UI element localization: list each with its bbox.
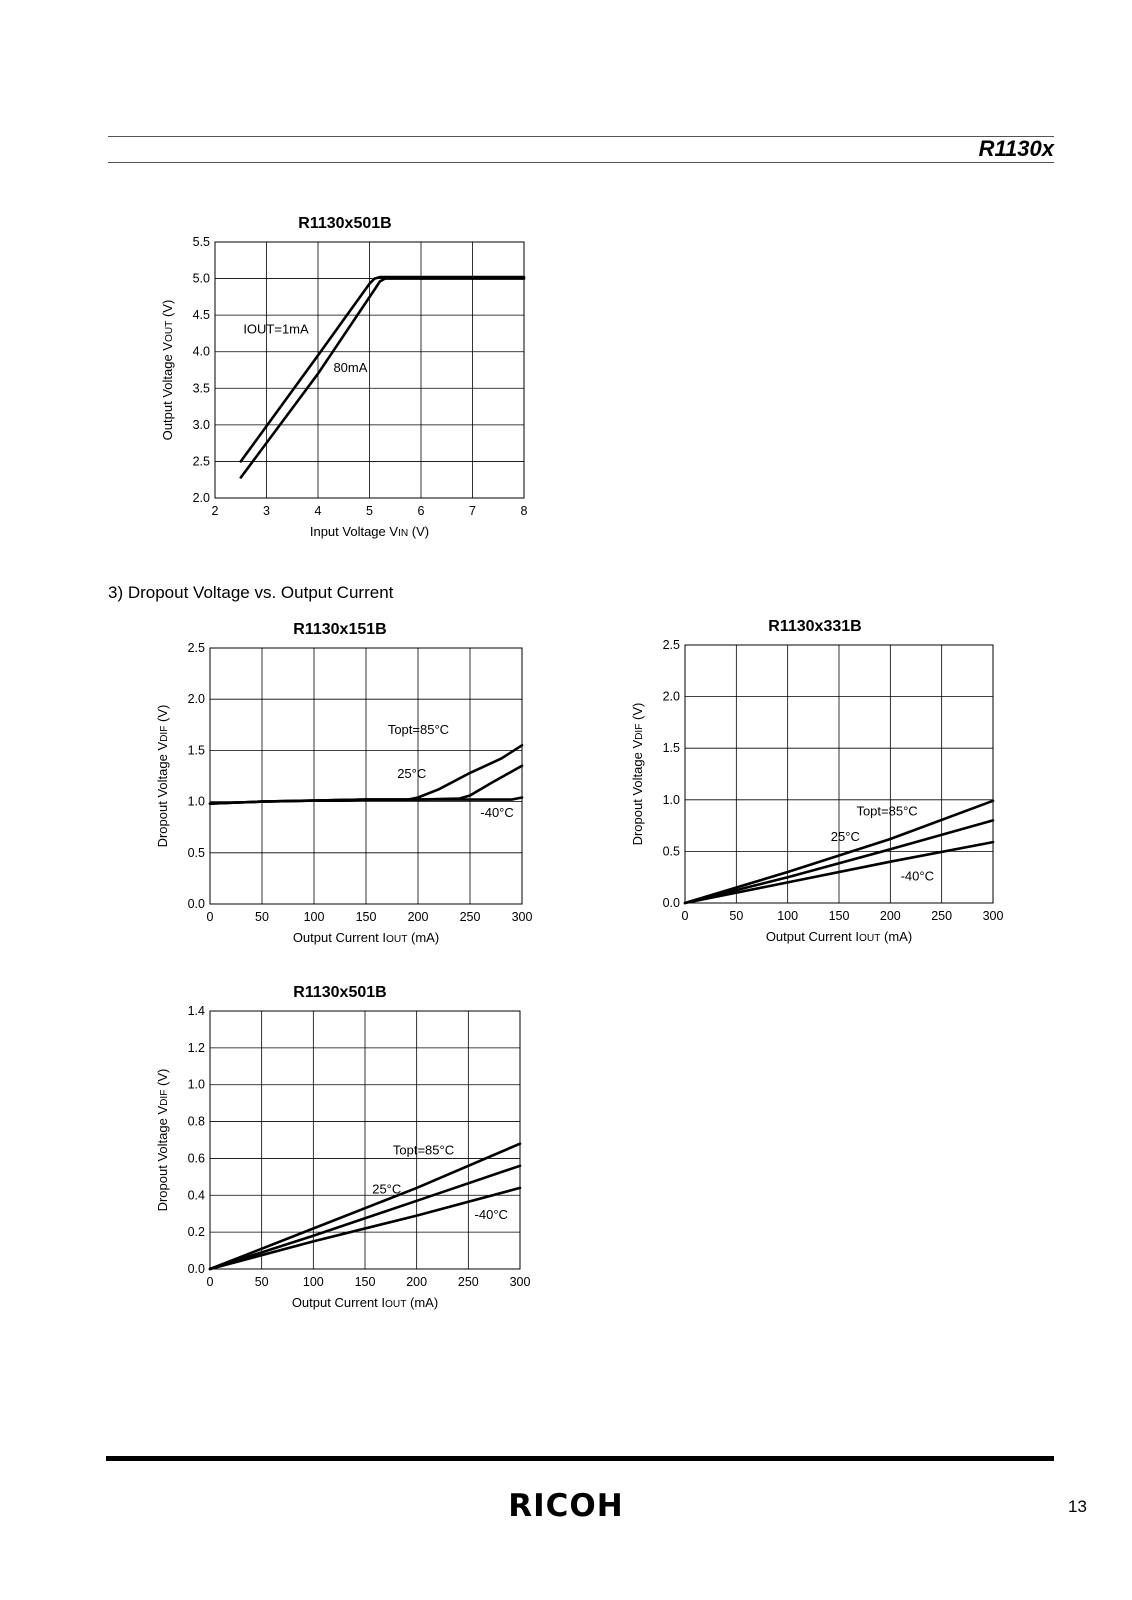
x-tick-label: 100 [303,910,325,924]
series-annotation: -40°C [474,1207,508,1223]
x-tick-label: 150 [828,909,850,923]
series-annotation: IOUT=1mA [243,321,309,337]
y-tick-label: 3.0 [192,417,210,432]
header-title: R1130x [978,136,1054,161]
x-tick-label: 100 [302,1275,324,1289]
series-annotation: 25°C [830,829,860,845]
x-axis-label: Output Current IOUT (mA) [765,929,913,944]
series-annotation: Topt=85°C [387,722,450,738]
x-tick-label: 300 [509,1275,531,1289]
y-tick-label: 1.5 [662,741,680,756]
chart-title: R1130x331B [768,618,862,635]
y-tick-label: 4.0 [192,344,210,359]
y-tick-label: 0.0 [187,1262,205,1276]
y-tick-label: 4.5 [192,308,210,323]
y-tick-label: 2.0 [192,491,210,505]
x-tick-label: 5 [366,504,373,518]
page-number: 13 [1068,1497,1087,1516]
y-tick-label: 2.5 [662,638,680,652]
y-tick-label: 1.0 [187,794,205,809]
chart-title: R1130x151B [293,621,387,638]
series-annotation: -40°C [900,868,934,884]
x-tick-label: 50 [254,1275,269,1289]
x-tick-label: 7 [469,504,476,518]
y-tick-label: 0.6 [187,1151,205,1166]
x-tick-label: 0 [206,910,214,924]
x-tick-label: 250 [457,1275,479,1289]
x-tick-label: 6 [417,504,425,518]
y-tick-label: 5.5 [192,235,210,249]
y-tick-label: 0.4 [187,1188,205,1203]
y-tick-label: 0.0 [662,896,680,910]
y-tick-label: 1.2 [187,1040,205,1055]
x-tick-label: 50 [255,910,269,924]
x-axis-label: Output Current IOUT (mA) [292,930,440,945]
x-tick-label: 200 [407,910,429,924]
y-tick-label: 1.4 [187,1004,205,1018]
y-tick-label: 2.0 [662,689,680,704]
x-tick-label: 150 [354,1275,376,1289]
y-tick-label: 0.2 [187,1225,205,1240]
x-tick-label: 100 [777,909,799,923]
x-tick-label: 0 [206,1275,214,1289]
y-axis-label: Dropout Voltage VDIF (V) [155,704,170,848]
series-annotation: Topt=85°C [856,803,918,819]
x-tick-label: 250 [459,910,481,924]
x-tick-label: 2 [211,504,219,518]
section-heading: 3) Dropout Voltage vs. Output Current [108,583,394,602]
series-annotation: Topt=85°C [392,1142,455,1158]
y-axis-label: Dropout Voltage VDIF (V) [155,1068,170,1212]
x-axis-label: Output Current IOUT (mA) [291,1295,439,1310]
footer-rule [106,1456,1054,1461]
series-annotation: -40°C [480,804,514,820]
y-tick-label: 2.0 [187,692,205,707]
grid [210,1011,520,1269]
y-axis-label: Dropout Voltage VDIF (V) [630,702,645,846]
chart-title: R1130x501B [293,984,387,1001]
series-annotation: 80mA [333,360,368,376]
y-tick-label: 0.0 [187,897,205,911]
y-tick-label: 1.0 [662,792,680,807]
series-annotation: 25°C [397,766,427,782]
y-tick-label: 3.5 [192,381,210,396]
x-tick-label: 150 [355,910,377,924]
chart-title: R1130x501B [298,215,392,232]
y-tick-label: 2.5 [187,641,205,655]
x-tick-label: 250 [931,909,953,923]
x-tick-label: 200 [406,1275,428,1289]
series-annotation: 25°C [372,1181,402,1197]
x-tick-label: 0 [681,909,689,923]
y-tick-label: 1.0 [187,1077,205,1092]
x-axis-label: Input Voltage VIN (V) [309,524,430,539]
x-tick-label: 200 [879,909,901,923]
y-tick-label: 1.5 [187,743,205,758]
x-tick-label: 4 [314,504,322,518]
y-tick-label: 0.8 [187,1114,205,1129]
ricoh-logo: RICOH [508,1488,624,1524]
x-tick-label: 8 [520,504,528,518]
x-tick-label: 300 [982,909,1004,923]
y-axis-label: Output Voltage VOUT (V) [160,299,175,441]
y-tick-label: 2.5 [192,454,210,469]
y-tick-label: 5.0 [192,271,210,286]
y-tick-label: 0.5 [187,845,205,860]
x-tick-label: 50 [729,909,744,923]
x-tick-label: 3 [263,504,270,518]
y-tick-label: 0.5 [662,844,680,859]
x-tick-label: 300 [511,910,533,924]
